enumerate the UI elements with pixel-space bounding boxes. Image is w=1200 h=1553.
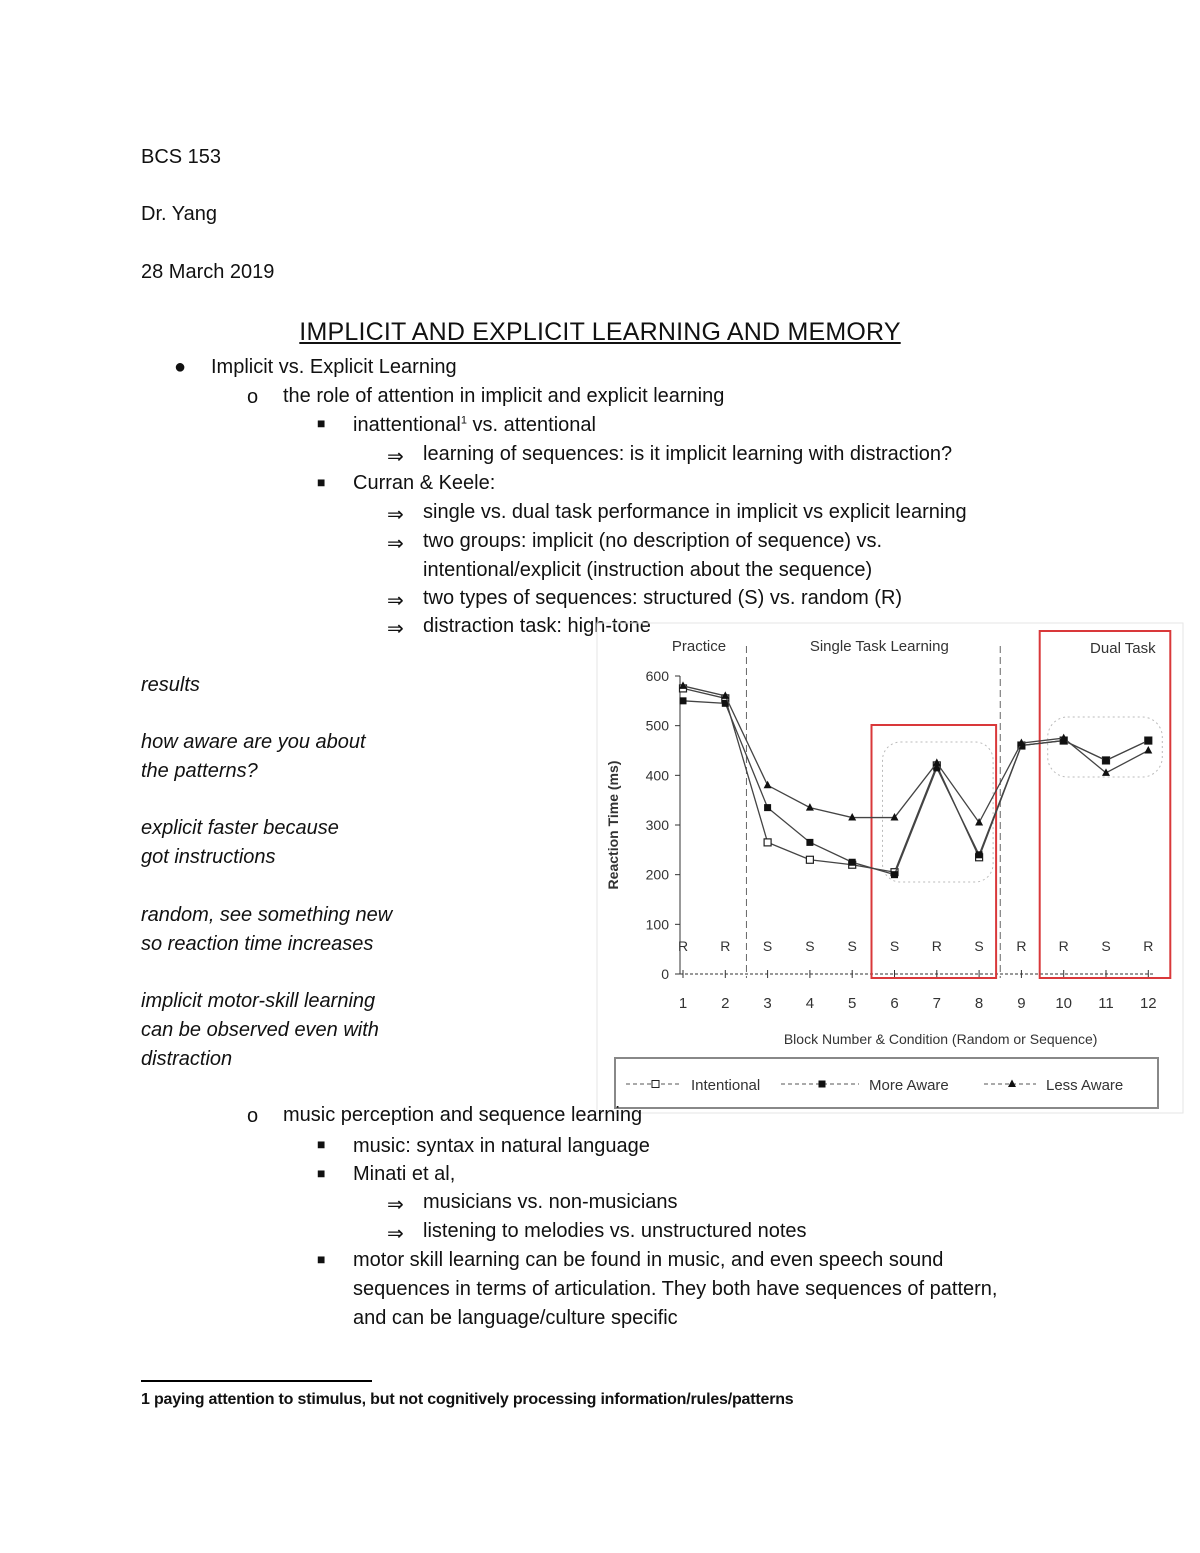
outline-level4-item: listening to melodies vs. unstructured notes bbox=[423, 1220, 807, 1242]
x-tick-label: 11 bbox=[1098, 995, 1114, 1012]
highlight-box-dual bbox=[1040, 631, 1171, 978]
footnote-ref: 1 bbox=[460, 414, 467, 427]
series-line-intentional bbox=[683, 688, 1148, 872]
legend-label: Intentional bbox=[691, 1077, 761, 1094]
data-point-more-aware bbox=[1145, 737, 1152, 744]
outline-level2-item: music perception and sequence learning bbox=[283, 1104, 643, 1126]
y-tick-label: 600 bbox=[645, 668, 669, 684]
outline-level4-item: two types of sequences: structured (S) vs. random (R) bbox=[423, 587, 903, 609]
x-tick-label: 4 bbox=[805, 995, 815, 1012]
phase-label: Dual Task bbox=[1090, 640, 1156, 657]
reaction-time-chart bbox=[596, 622, 1186, 1118]
data-point-more-aware bbox=[849, 859, 856, 866]
side-note: how aware are you about bbox=[141, 731, 366, 753]
x-tick-label: 9 bbox=[1017, 995, 1026, 1012]
arrow-right-icon: ⇒ bbox=[387, 590, 404, 612]
data-point-less-aware bbox=[764, 781, 772, 789]
y-tick-label: 200 bbox=[645, 866, 669, 883]
side-note: the patterns? bbox=[141, 760, 258, 782]
phase-label: Practice bbox=[671, 638, 727, 655]
y-tick-label: 100 bbox=[645, 916, 669, 933]
outline-level2-item: the role of attention in implicit and explicit learning bbox=[283, 385, 725, 407]
y-tick-label: 500 bbox=[645, 717, 669, 734]
data-point-more-aware bbox=[764, 804, 771, 811]
legend-marker-icon bbox=[819, 1081, 826, 1088]
condition-label: R bbox=[1143, 938, 1154, 954]
arrow-right-icon: ⇒ bbox=[387, 504, 404, 526]
condition-label: S bbox=[762, 938, 773, 954]
y-axis-title: Reaction Time (ms) bbox=[605, 760, 621, 890]
outline-level3-item-cont: sequences in terms of articulation. They both have sequences of pattern, bbox=[353, 1278, 998, 1300]
x-tick-label: 12 bbox=[1139, 995, 1157, 1012]
x-tick-label: 3 bbox=[763, 995, 772, 1012]
condition-label: S bbox=[805, 938, 815, 954]
side-note: random, see something new bbox=[141, 904, 393, 926]
bullet-dot-icon: ● bbox=[174, 356, 187, 378]
x-tick-label: 8 bbox=[974, 995, 984, 1012]
page-title: IMPLICIT AND EXPLICIT LEARNING AND MEMORY bbox=[299, 318, 901, 346]
bullet-circle-icon: o bbox=[247, 1105, 259, 1127]
x-tick-label: 7 bbox=[932, 995, 941, 1012]
x-tick-label: 5 bbox=[848, 995, 857, 1012]
data-point-more-aware bbox=[891, 871, 898, 878]
side-note: results bbox=[141, 674, 200, 696]
bullet-square-icon: ■ bbox=[317, 1165, 326, 1181]
condition-label: S bbox=[847, 938, 857, 954]
outline-level3-item-cont: and can be language/culture specific bbox=[353, 1307, 678, 1329]
data-point-more-aware bbox=[680, 697, 687, 704]
outline-level3-item: Minati et al, bbox=[353, 1163, 456, 1185]
series-line-more-aware bbox=[683, 701, 1148, 875]
bullet-circle-icon: o bbox=[247, 386, 259, 408]
condition-label: S bbox=[974, 938, 984, 954]
condition-label: R bbox=[1058, 938, 1069, 954]
bullet-square-icon: ■ bbox=[317, 474, 326, 490]
bullet-square-icon: ■ bbox=[317, 415, 326, 431]
outline-level3-item: Curran & Keele: bbox=[353, 472, 496, 494]
legend-marker-icon bbox=[652, 1081, 659, 1088]
footnote: 1 paying attention to stimulus, but not cognitively processing information/rules/patterns bbox=[141, 1391, 794, 1408]
side-note: so reaction time increases bbox=[141, 933, 374, 955]
x-tick-label: 10 bbox=[1055, 995, 1073, 1012]
series-line-less-aware bbox=[683, 686, 1148, 823]
condition-label: R bbox=[1016, 938, 1027, 954]
condition-label: S bbox=[889, 938, 900, 954]
arrow-right-icon: ⇒ bbox=[387, 618, 404, 640]
outline-level4-item: single vs. dual task performance in implicit vs explicit learning bbox=[423, 501, 967, 523]
data-point-intentional bbox=[764, 839, 771, 846]
side-note: explicit faster because bbox=[141, 817, 339, 839]
instructor-name: Dr. Yang bbox=[141, 203, 217, 225]
footnote-divider bbox=[141, 1380, 372, 1382]
highlight-ellipse bbox=[1048, 717, 1163, 777]
arrow-right-icon: ⇒ bbox=[387, 446, 404, 468]
legend-label: More Aware bbox=[869, 1077, 949, 1094]
outline-level4-item: two groups: implicit (no description of sequence) vs. bbox=[423, 530, 883, 552]
outline-level3-item: inattentional$^1$ vs. attentional bbox=[353, 414, 596, 436]
data-point-intentional bbox=[806, 856, 813, 863]
arrow-right-icon: ⇒ bbox=[387, 1223, 404, 1245]
outline-level4-item-cont: intentional/explicit (instruction about the sequence) bbox=[423, 559, 873, 581]
outline-level1-item: Implicit vs. Explicit Learning bbox=[211, 356, 457, 378]
y-tick-label: 300 bbox=[645, 817, 669, 833]
x-tick-label: 6 bbox=[890, 995, 899, 1012]
side-note: implicit motor-skill learning bbox=[141, 990, 376, 1012]
outline-level4-item: musicians vs. non-musicians bbox=[423, 1191, 678, 1213]
arrow-right-icon: ⇒ bbox=[387, 533, 404, 555]
condition-label: R bbox=[720, 938, 731, 954]
side-note: got instructions bbox=[141, 846, 276, 868]
x-axis-title: Block Number & Condition (Random or Sequence) bbox=[783, 1031, 1098, 1047]
condition-label: S bbox=[1101, 938, 1111, 954]
side-note: distraction bbox=[141, 1048, 233, 1070]
data-point-more-aware bbox=[806, 839, 813, 846]
side-note: can be observed even with bbox=[141, 1019, 379, 1041]
data-point-less-aware bbox=[1144, 746, 1152, 754]
phase-label: Single Task Learning bbox=[809, 638, 949, 655]
condition-label: R bbox=[677, 938, 689, 954]
x-tick-label: 2 bbox=[721, 995, 730, 1012]
course-code: BCS 153 bbox=[141, 146, 222, 168]
legend-label: Less Aware bbox=[1046, 1077, 1124, 1094]
data-point-more-aware bbox=[1103, 757, 1110, 764]
document-date: 28 March 2019 bbox=[141, 261, 275, 283]
y-tick-label: 400 bbox=[645, 767, 669, 784]
outline-level3-item: motor skill learning can be found in music, and even speech sound bbox=[353, 1249, 944, 1271]
outline-level3-item: music: syntax in natural language bbox=[353, 1135, 650, 1157]
bullet-square-icon: ■ bbox=[317, 1136, 326, 1152]
bullet-square-icon: ■ bbox=[317, 1251, 326, 1267]
outline-level4-item: distraction task: high-tone bbox=[423, 615, 651, 637]
data-point-more-aware bbox=[976, 851, 983, 858]
x-tick-label: 1 bbox=[678, 995, 688, 1012]
condition-label: R bbox=[931, 938, 942, 954]
y-tick-label: 0 bbox=[661, 966, 669, 982]
outline-level4-item: learning of sequences: is it implicit learning with distraction? bbox=[423, 443, 953, 465]
arrow-right-icon: ⇒ bbox=[387, 1194, 404, 1216]
